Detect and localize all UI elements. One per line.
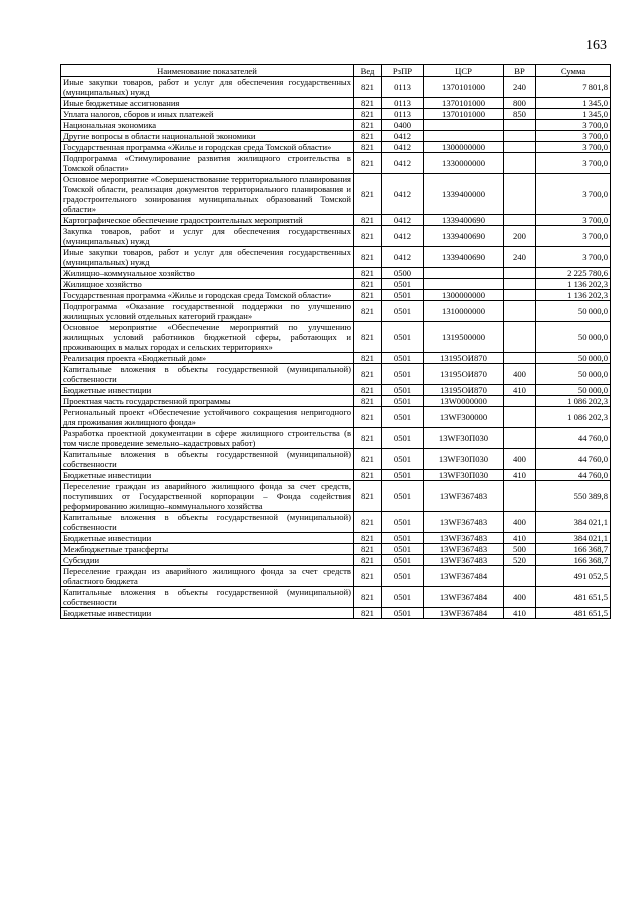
table-row [61, 587, 611, 608]
cell-rzpr: 0501 [382, 407, 424, 428]
cell-csr: 13195ОИ870 [424, 364, 504, 385]
cell-ved: 821 [354, 428, 382, 449]
cell-sum: 7 801,8 [536, 77, 611, 98]
cell-ved: 821 [354, 226, 382, 247]
cell-sum: 166 368,7 [536, 555, 611, 566]
cell-sum: 3 700,0 [536, 153, 611, 174]
cell-name: Бюджетные инвестиции [61, 385, 354, 396]
cell-sum: 1 136 202,3 [536, 290, 611, 301]
cell-sum: 3 700,0 [536, 131, 611, 142]
table-row [61, 566, 611, 587]
cell-vr: 400 [504, 587, 536, 608]
cell-csr: 13WF367484 [424, 608, 504, 619]
cell-ved: 821 [354, 533, 382, 544]
cell-ved: 821 [354, 290, 382, 301]
cell-rzpr: 0412 [382, 226, 424, 247]
cell-vr [504, 407, 536, 428]
cell-ved: 821 [354, 131, 382, 142]
cell-ved: 821 [354, 481, 382, 512]
cell-sum: 384 021,1 [536, 512, 611, 533]
cell-csr: 1319500000 [424, 322, 504, 353]
cell-rzpr: 0412 [382, 153, 424, 174]
cell-ved: 821 [354, 566, 382, 587]
cell-vr: 400 [504, 512, 536, 533]
cell-vr: 410 [504, 470, 536, 481]
column-header-sum: Сумма [536, 65, 611, 77]
cell-name: Межбюджетные трансферты [61, 544, 354, 555]
table-row [61, 290, 611, 301]
cell-rzpr: 0501 [382, 353, 424, 364]
cell-name: Переселение граждан из аварийного жилищного фонда за счет средств, поступивших от Государственной корпорации – Фонда содействия реформированию жилищно–коммунального хозяйства [61, 481, 354, 512]
cell-sum: 44 760,0 [536, 449, 611, 470]
cell-csr [424, 268, 504, 279]
cell-ved: 821 [354, 153, 382, 174]
table-row [61, 120, 611, 131]
column-header-rzpr: РзПР [382, 65, 424, 77]
cell-vr: 800 [504, 98, 536, 109]
cell-csr [424, 120, 504, 131]
cell-sum: 1 345,0 [536, 109, 611, 120]
cell-name: Проектная часть государственной программы [61, 396, 354, 407]
cell-name: Картографическое обеспечение градостроительных мероприятий [61, 215, 354, 226]
cell-sum: 3 700,0 [536, 215, 611, 226]
cell-ved: 821 [354, 174, 382, 215]
table-row [61, 385, 611, 396]
table-row [61, 608, 611, 619]
cell-vr [504, 120, 536, 131]
cell-csr [424, 279, 504, 290]
cell-name: Основное мероприятие «Обеспечение мероприятий по улучшению жилищных условий работников бюджетной сферы, работающих и проживающих в малых городах и сельских территориях» [61, 322, 354, 353]
table-row [61, 301, 611, 322]
cell-vr: 410 [504, 533, 536, 544]
cell-vr [504, 428, 536, 449]
cell-rzpr: 0501 [382, 608, 424, 619]
cell-rzpr: 0501 [382, 364, 424, 385]
cell-sum: 1 086 202,3 [536, 396, 611, 407]
table-body [61, 77, 611, 619]
cell-rzpr: 0501 [382, 396, 424, 407]
cell-ved: 821 [354, 215, 382, 226]
cell-rzpr: 0501 [382, 555, 424, 566]
column-header-name: Наименование показателей [61, 65, 354, 77]
table-row [61, 247, 611, 268]
cell-vr [504, 279, 536, 290]
cell-csr: 13195ОИ870 [424, 353, 504, 364]
cell-ved: 821 [354, 544, 382, 555]
cell-csr: 13195ОИ870 [424, 385, 504, 396]
cell-vr: 500 [504, 544, 536, 555]
cell-name: Иные закупки товаров, работ и услуг для обеспечения государственных (муниципальных) нужд [61, 247, 354, 268]
cell-ved: 821 [354, 353, 382, 364]
table-row [61, 544, 611, 555]
cell-vr [504, 142, 536, 153]
column-header-ved: Вед [354, 65, 382, 77]
cell-ved: 821 [354, 142, 382, 153]
cell-ved: 821 [354, 120, 382, 131]
cell-csr: 1339400690 [424, 215, 504, 226]
table-row [61, 353, 611, 364]
cell-sum: 50 000,0 [536, 322, 611, 353]
cell-rzpr: 0412 [382, 215, 424, 226]
cell-name: Уплата налогов, сборов и иных платежей [61, 109, 354, 120]
cell-ved: 821 [354, 407, 382, 428]
cell-sum: 481 651,5 [536, 608, 611, 619]
cell-rzpr: 0501 [382, 587, 424, 608]
cell-rzpr: 0501 [382, 385, 424, 396]
cell-csr: 1339400690 [424, 226, 504, 247]
cell-sum: 3 700,0 [536, 226, 611, 247]
cell-name: Субсидии [61, 555, 354, 566]
cell-rzpr: 0412 [382, 247, 424, 268]
cell-name: Региональный проект «Обеспечение устойчивого сокращения непригодного для проживания жилищного фонда» [61, 407, 354, 428]
cell-rzpr: 0501 [382, 544, 424, 555]
cell-csr: 1330000000 [424, 153, 504, 174]
cell-ved: 821 [354, 555, 382, 566]
cell-name: Разработка проектной документации в сфере жилищного строительства (в том числе проведение земельно–кадастровых работ) [61, 428, 354, 449]
cell-vr: 520 [504, 555, 536, 566]
cell-rzpr: 0501 [382, 470, 424, 481]
cell-csr: 13WF367483 [424, 533, 504, 544]
cell-csr: 13WF30П030 [424, 449, 504, 470]
table-row [61, 226, 611, 247]
cell-rzpr: 0400 [382, 120, 424, 131]
table-row [61, 215, 611, 226]
cell-sum: 3 700,0 [536, 174, 611, 215]
cell-name: Подпрограмма «Стимулирование развития жилищного строительства в Томской области» [61, 153, 354, 174]
table-row [61, 77, 611, 98]
cell-sum: 3 700,0 [536, 142, 611, 153]
header-row [61, 65, 611, 77]
cell-name: Подпрограмма «Оказание государственной поддержки по улучшению жилищных условий отдельных категорий граждан» [61, 301, 354, 322]
cell-vr: 850 [504, 109, 536, 120]
cell-name: Переселение граждан из аварийного жилищного фонда за счет средств областного бюджета [61, 566, 354, 587]
cell-rzpr: 0412 [382, 131, 424, 142]
cell-sum: 44 760,0 [536, 428, 611, 449]
cell-ved: 821 [354, 268, 382, 279]
cell-csr: 13WF367483 [424, 544, 504, 555]
table-row [61, 268, 611, 279]
cell-ved: 821 [354, 98, 382, 109]
table-row [61, 131, 611, 142]
cell-sum: 166 368,7 [536, 544, 611, 555]
column-header-vr: ВР [504, 65, 536, 77]
cell-vr [504, 215, 536, 226]
cell-name: Национальная экономика [61, 120, 354, 131]
cell-csr: 13WF367484 [424, 566, 504, 587]
cell-ved: 821 [354, 608, 382, 619]
table-header [61, 65, 611, 77]
cell-rzpr: 0501 [382, 449, 424, 470]
cell-vr: 400 [504, 449, 536, 470]
cell-vr [504, 290, 536, 301]
table-row [61, 428, 611, 449]
cell-ved: 821 [354, 364, 382, 385]
cell-rzpr: 0501 [382, 301, 424, 322]
cell-name: Жилищное хозяйство [61, 279, 354, 290]
cell-ved: 821 [354, 247, 382, 268]
cell-rzpr: 0412 [382, 174, 424, 215]
cell-ved: 821 [354, 322, 382, 353]
page-number: 163 [586, 38, 607, 53]
cell-rzpr: 0113 [382, 109, 424, 120]
cell-name: Основное мероприятие «Совершенствование территориального планирования Томской области, реализация документов территориального планирования и градостроительного зонирования муниципальных образований Томской области» [61, 174, 354, 215]
cell-csr: 1310000000 [424, 301, 504, 322]
table-row [61, 109, 611, 120]
cell-vr [504, 353, 536, 364]
table-row [61, 512, 611, 533]
cell-vr [504, 566, 536, 587]
cell-name: Бюджетные инвестиции [61, 533, 354, 544]
table-row [61, 481, 611, 512]
cell-vr [504, 131, 536, 142]
cell-name: Реализация проекта «Бюджетный дом» [61, 353, 354, 364]
cell-ved: 821 [354, 587, 382, 608]
cell-sum: 491 052,5 [536, 566, 611, 587]
cell-name: Государственная программа «Жилье и городская среда Томской области» [61, 142, 354, 153]
cell-sum: 50 000,0 [536, 364, 611, 385]
table-row [61, 555, 611, 566]
cell-name: Государственная программа «Жилье и городская среда Томской области» [61, 290, 354, 301]
cell-vr: 200 [504, 226, 536, 247]
cell-sum: 3 700,0 [536, 120, 611, 131]
cell-csr: 1370101000 [424, 109, 504, 120]
cell-ved: 821 [354, 470, 382, 481]
column-header-csr: ЦСР [424, 65, 504, 77]
cell-vr [504, 396, 536, 407]
cell-ved: 821 [354, 449, 382, 470]
cell-sum: 2 225 780,6 [536, 268, 611, 279]
cell-rzpr: 0501 [382, 512, 424, 533]
cell-name: Капитальные вложения в объекты государственной (муниципальной) собственности [61, 587, 354, 608]
cell-rzpr: 0501 [382, 533, 424, 544]
cell-rzpr: 0113 [382, 98, 424, 109]
cell-name: Капитальные вложения в объекты государственной (муниципальной) собственности [61, 364, 354, 385]
cell-vr [504, 322, 536, 353]
cell-name: Бюджетные инвестиции [61, 470, 354, 481]
cell-vr: 400 [504, 364, 536, 385]
table-row [61, 533, 611, 544]
cell-ved: 821 [354, 385, 382, 396]
table-row [61, 470, 611, 481]
cell-sum: 44 760,0 [536, 470, 611, 481]
cell-ved: 821 [354, 109, 382, 120]
cell-rzpr: 0501 [382, 322, 424, 353]
cell-rzpr: 0501 [382, 428, 424, 449]
table-row [61, 449, 611, 470]
cell-csr: 13WF367483 [424, 481, 504, 512]
cell-ved: 821 [354, 396, 382, 407]
table-row [61, 396, 611, 407]
table-row [61, 98, 611, 109]
cell-name: Закупка товаров, работ и услуг для обеспечения государственных (муниципальных) нужд [61, 226, 354, 247]
cell-csr: 1339400000 [424, 174, 504, 215]
cell-ved: 821 [354, 512, 382, 533]
cell-ved: 821 [354, 279, 382, 290]
cell-sum: 481 651,5 [536, 587, 611, 608]
cell-csr: 1339400690 [424, 247, 504, 268]
cell-csr: 1370101000 [424, 98, 504, 109]
table-row [61, 407, 611, 428]
cell-name: Иные бюджетные ассигнования [61, 98, 354, 109]
cell-rzpr: 0500 [382, 268, 424, 279]
cell-csr: 13WF30П030 [424, 428, 504, 449]
budget-table [60, 64, 611, 619]
cell-vr: 410 [504, 385, 536, 396]
cell-csr: 13W0000000 [424, 396, 504, 407]
cell-vr [504, 481, 536, 512]
cell-name: Капитальные вложения в объекты государственной (муниципальной) собственности [61, 512, 354, 533]
table-row [61, 142, 611, 153]
cell-sum: 1 086 202,3 [536, 407, 611, 428]
cell-name: Жилищно–коммунальное хозяйство [61, 268, 354, 279]
cell-name: Бюджетные инвестиции [61, 608, 354, 619]
cell-rzpr: 0113 [382, 77, 424, 98]
cell-rzpr: 0412 [382, 142, 424, 153]
cell-name: Другие вопросы в области национальной экономики [61, 131, 354, 142]
cell-csr: 1300000000 [424, 290, 504, 301]
table-row [61, 174, 611, 215]
cell-csr: 13WF300000 [424, 407, 504, 428]
cell-vr: 410 [504, 608, 536, 619]
cell-vr [504, 153, 536, 174]
cell-csr [424, 131, 504, 142]
cell-csr: 13WF30П030 [424, 470, 504, 481]
cell-sum: 1 136 202,3 [536, 279, 611, 290]
cell-vr [504, 301, 536, 322]
cell-rzpr: 0501 [382, 290, 424, 301]
cell-sum: 3 700,0 [536, 247, 611, 268]
cell-name: Капитальные вложения в объекты государственной (муниципальной) собственности [61, 449, 354, 470]
table-row [61, 153, 611, 174]
table-row [61, 322, 611, 353]
cell-sum: 50 000,0 [536, 353, 611, 364]
table-row [61, 364, 611, 385]
cell-vr: 240 [504, 247, 536, 268]
cell-csr: 1300000000 [424, 142, 504, 153]
cell-vr [504, 174, 536, 215]
cell-sum: 550 389,8 [536, 481, 611, 512]
table-row [61, 279, 611, 290]
cell-sum: 384 021,1 [536, 533, 611, 544]
cell-rzpr: 0501 [382, 566, 424, 587]
cell-sum: 50 000,0 [536, 385, 611, 396]
cell-csr: 13WF367483 [424, 555, 504, 566]
cell-vr [504, 268, 536, 279]
cell-rzpr: 0501 [382, 279, 424, 290]
cell-csr: 1370101000 [424, 77, 504, 98]
cell-name: Иные закупки товаров, работ и услуг для обеспечения государственных (муниципальных) нужд [61, 77, 354, 98]
cell-ved: 821 [354, 77, 382, 98]
cell-rzpr: 0501 [382, 481, 424, 512]
cell-sum: 50 000,0 [536, 301, 611, 322]
cell-sum: 1 345,0 [536, 98, 611, 109]
cell-vr: 240 [504, 77, 536, 98]
cell-csr: 13WF367483 [424, 512, 504, 533]
cell-ved: 821 [354, 301, 382, 322]
cell-csr: 13WF367484 [424, 587, 504, 608]
